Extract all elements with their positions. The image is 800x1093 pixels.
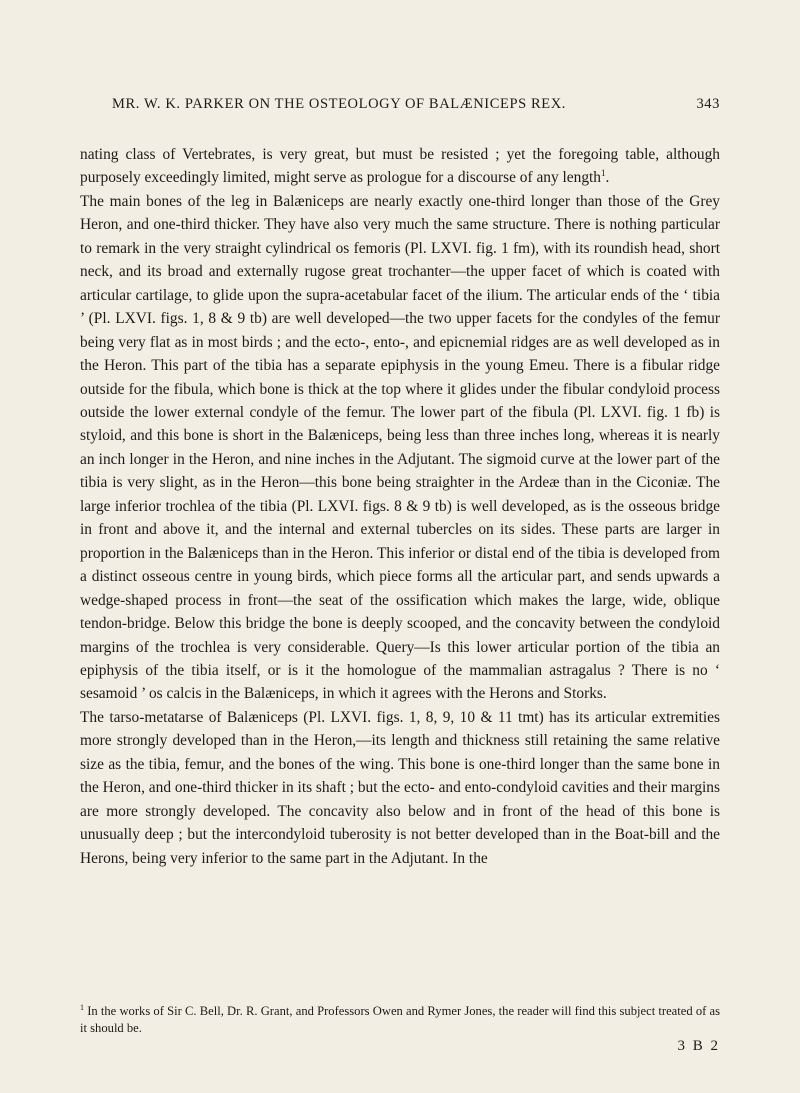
paragraph-1-end: . — [605, 169, 610, 187]
footnote — [80, 1003, 720, 1037]
running-title: MR. W. K. PARKER ON THE OSTEOLOGY OF BALÆNICEPS REX. — [112, 96, 567, 112]
paragraph-1 — [80, 143, 720, 190]
signature-mark: 3 B 2 — [677, 1038, 720, 1054]
footnote-marker: 1 — [80, 1003, 84, 1012]
page-number: 343 — [696, 96, 720, 112]
paragraph-2: The main bones of the leg in Balæniceps are nearly exactly one-third longer than those of the Grey Heron, and one-third thicker. They have also very much the same structure. There is nothing particular to remark in the very straight cylindrical os femoris (Pl. LXVI. fig. 1 fm), with its roundish head, short neck, and its broad and externally rugose great trochanter—the upper facet of which is coated with articular cartilage, to glide upon the supra-acetabular facet of the ilium. The articular ends of the ‘ tibia ’ (Pl. LXVI. figs. 1, 8 & 9 tb) are well developed—the two upper facets for the condyles of the femur being very flat as in most birds ; and the ecto-, ento-, and epicnemial ridges are as well developed as in the Heron. This part of the tibia has a separate epiphysis in the young Emeu. There is a fibular ridge outside for the fibula, which bone is thick at the top where it glides under the fibular condyloid process outside the lower external condyle of the femur. The lower part of the fibula (Pl. LXVI. fig. 1 fb) is styloid, and this bone is short in the Balæniceps, being less than three inches long, whereas it is nearly an inch longer in the Heron, and nine inches in the Adjutant. The sigmoid curve at the lower part of the tibia is very slight, as in the Heron—this bone being straighter in the Ardeæ than in the Ciconiæ. The large inferior trochlea of the tibia (Pl. LXVI. figs. 8 & 9 tb) is well developed, as is the osseous bridge in front and above it, and the internal and external tubercles on its sides. These parts are larger in proportion in the Balæniceps than in the Heron. This inferior or distal end of the tibia is developed from a distinct osseous centre in young birds, which piece forms all the articular part, and sends upwards a wedge-shaped process in front—the seat of the ossification which makes the large, wide, oblique tendon-bridge. Below this bridge the bone is deeply scooped, and the concavity between the condyloid margins of the trochlea is very considerable. Query—Is this lower articular portion of the tibia an epiphysis of the tibia itself, or is it the homologue of the mammalian astragalus ? There is no ‘ sesamoid ’ os calcis in the Balæniceps, in which it agrees with the Herons and Storks. — [80, 192, 720, 703]
paragraph-3: The tarso-metatarse of Balæniceps (Pl. LXVI. figs. 1, 8, 9, 10 & 11 tmt) has its articular extremities more strongly developed than in the Heron,—its length and thickness still retaining the same relative size as the tibia, femur, and the bones of the wing. This bone is one-third longer than the same bone in the Heron, and one-third thicker in its shaft ; but the ecto- and ento-condyloid cavities and their margins are more strongly developed. The concavity also below and in front of the head of this bone is unusually deep ; but the intercondyloid tuberosity is not better developed than in the Boat-bill and the Herons, being very inferior to the same part in the Adjutant. In the — [80, 708, 720, 867]
paragraph-1-text: nating class of Vertebrates, is very great, but must be resisted ; yet the foregoing table, although purposely exceedingly limited, might serve as prologue for a discourse of any length — [80, 146, 720, 187]
footnote-ref: 1 — [601, 168, 606, 179]
body-text — [80, 143, 720, 870]
running-header — [80, 96, 720, 116]
footnote-text: In the works of Sir C. Bell, Dr. R. Grant, and Professors Owen and Rymer Jones, the reader will find this subject treated of as it should be. — [80, 1004, 720, 1035]
